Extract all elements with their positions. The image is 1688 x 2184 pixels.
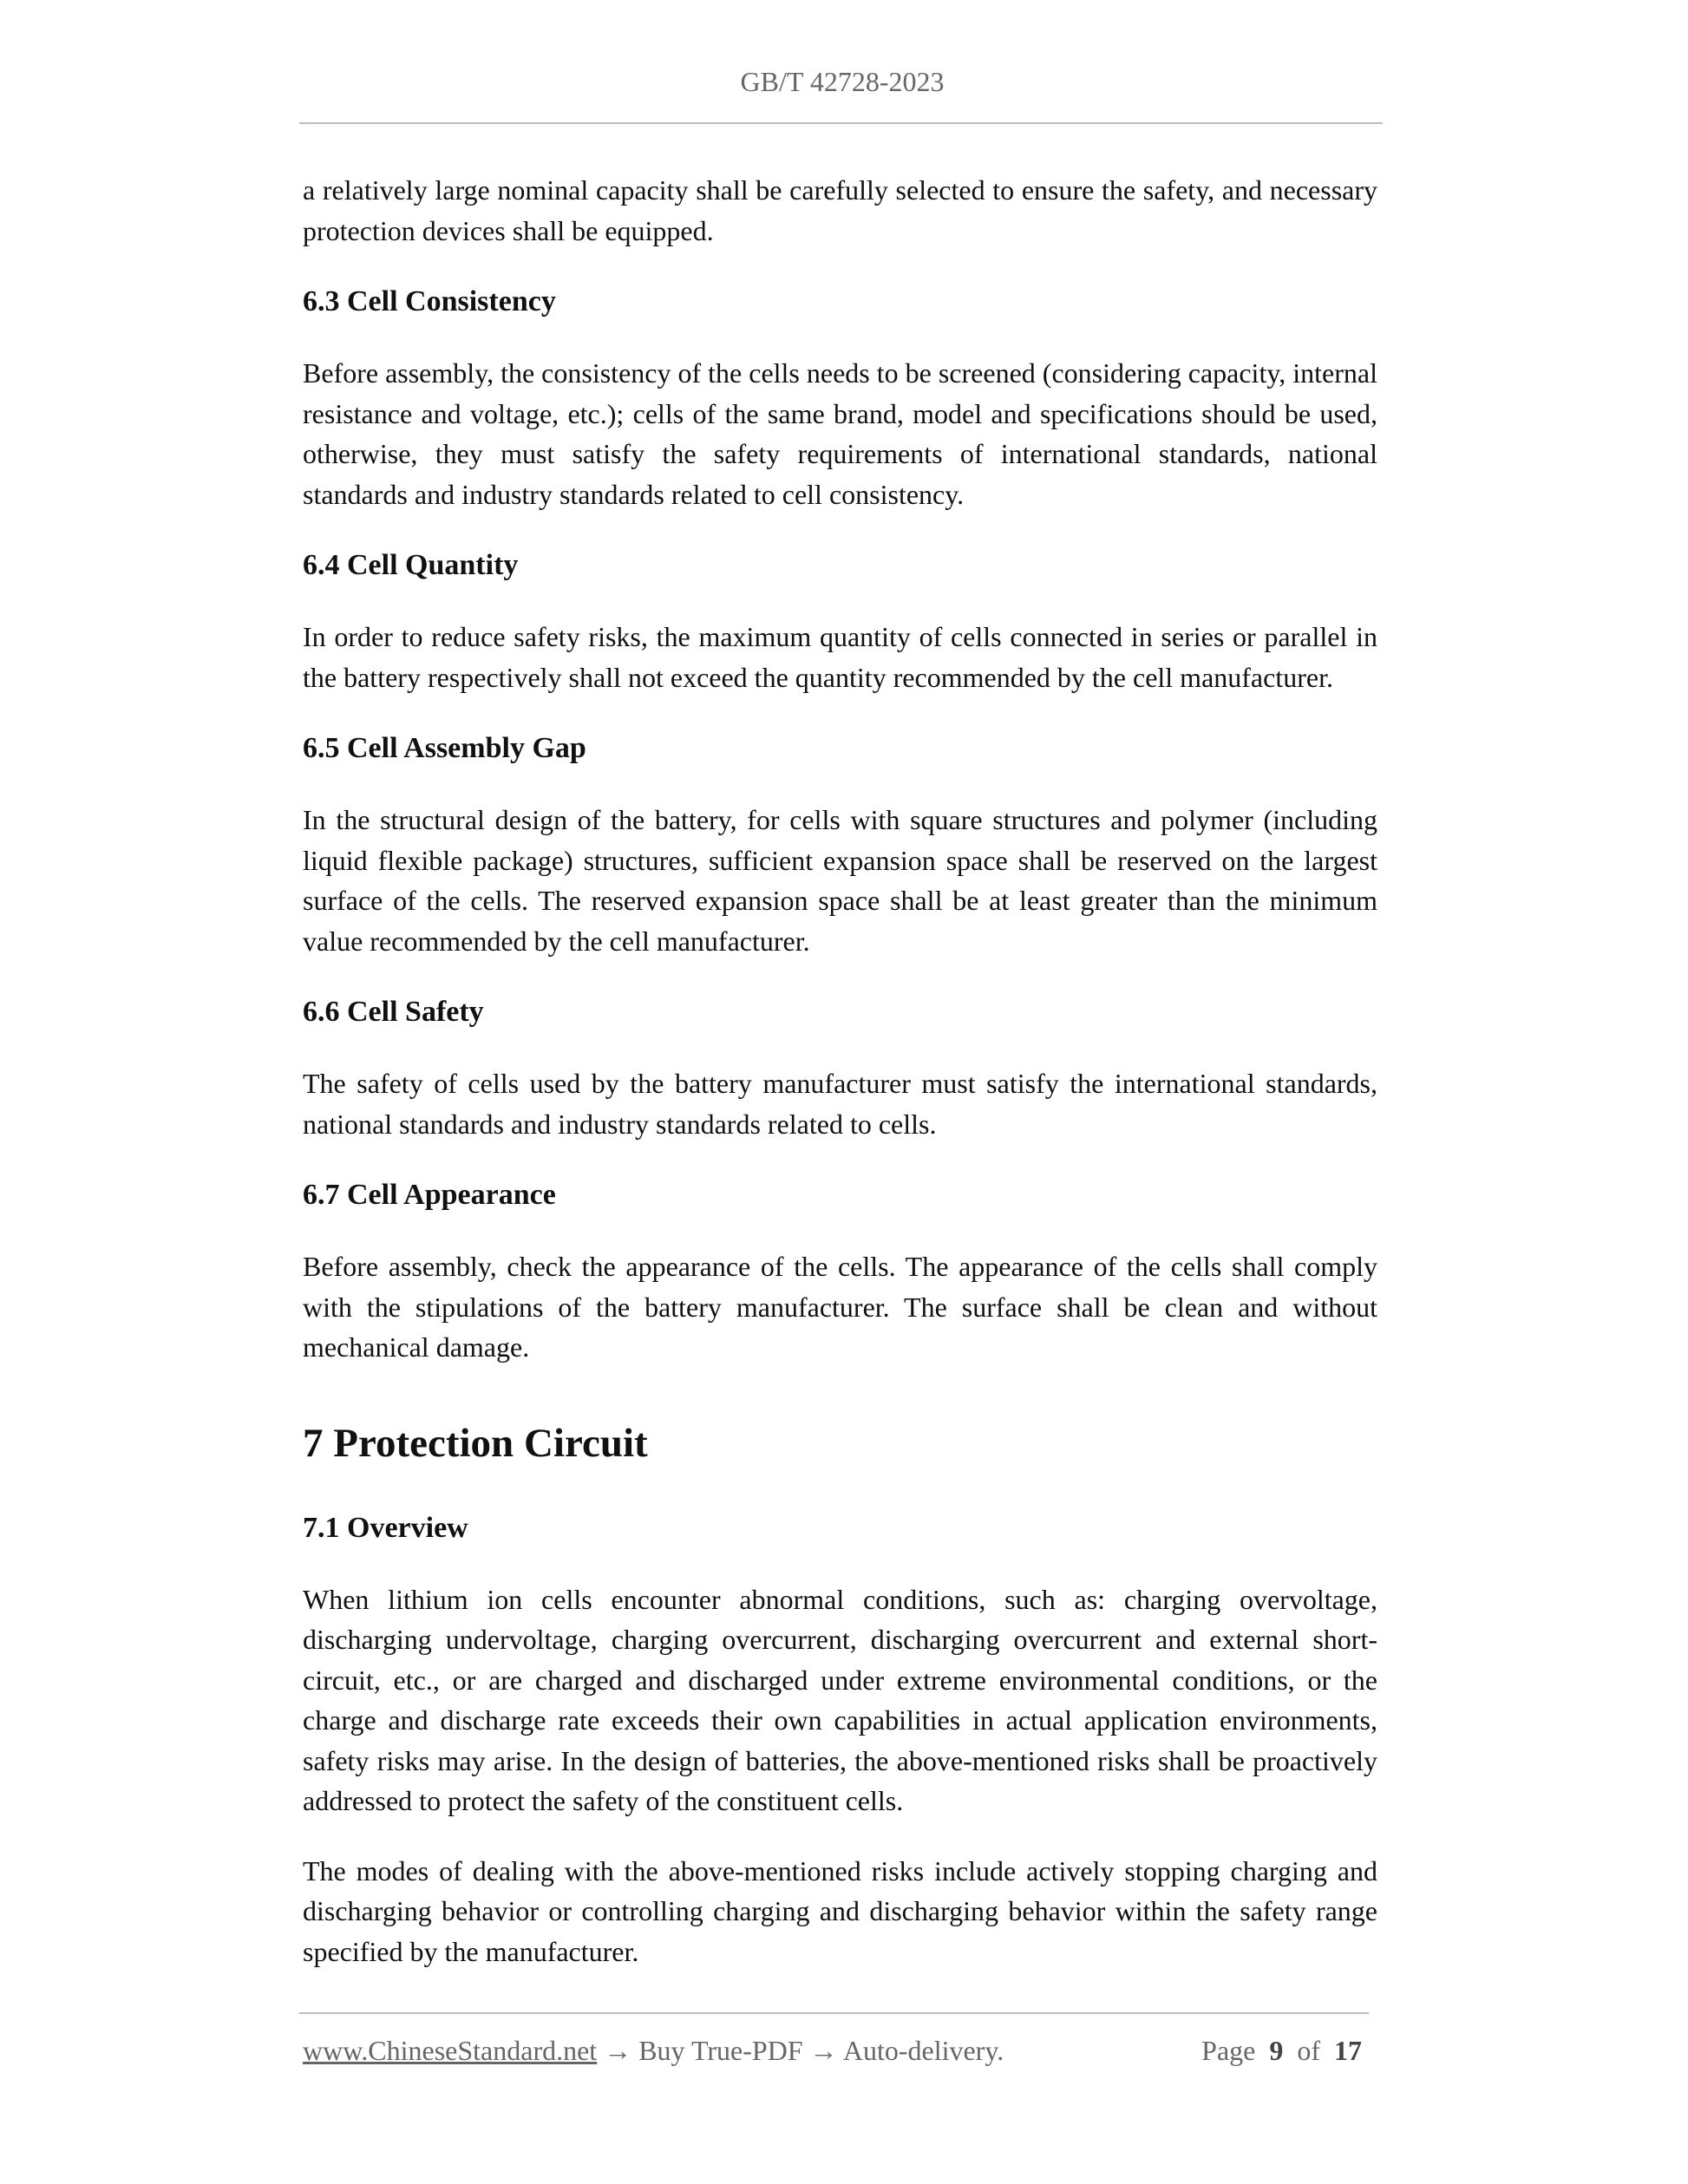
section-text-6-5: In the structural design of the battery, for cells with square structures and polymer (including liquid flexible package) structures, sufficient expansion space shall be reserved on the largest surface of the cells. The reserved expansion space shall be at least greater than the minimum value recommended by the cell manufacturer. <box>303 804 1377 957</box>
arrow-right-icon: → <box>604 2035 632 2066</box>
page-of-label: of <box>1297 2035 1320 2066</box>
section-text-7-1-para1: When lithium ion cells encounter abnormal conditions, such as: charging overvoltage, discharging undervoltage, charging overcurrent, discharging overcurrent and external short-circuit, etc., or are charged and discharged under extreme environmental conditions, or the charge and discharge rate exceeds their own capabilities in actual application environments, safety risks may arise. In the design of batteries, the above-mentioned risks shall be proactively addressed to protect the safety of the constituent cells. <box>303 1583 1377 1816</box>
page-number <box>1201 2033 1362 2068</box>
arrow-right-icon: → <box>809 2035 838 2066</box>
section-heading-6-6: 6.6 Cell Safety <box>303 996 484 1028</box>
section-text-7-1-para2: The modes of dealing with the above-mentioned risks include actively stopping charging and discharging behavior or controlling charging and discharging behavior within the safety range specified by the manufacturer. <box>303 1854 1377 1967</box>
document-header-title: GB/T 42728-2023 <box>740 66 945 97</box>
section-text-6-3: Before assembly, the consistency of the cells needs to be screened (considering capacity, internal resistance and voltage, etc.); cells of the same brand, model and specifications should be used, otherwise, they must satisfy the safety requirements of international standards, national standards and industry standards related to cell consistency. <box>303 357 1377 510</box>
current-page: 9 <box>1269 2035 1284 2066</box>
section-text-6-6: The safety of cells used by the battery manufacturer must satisfy the international standards, national standards and industry standards related to cells. <box>303 1068 1377 1140</box>
section-text-6-7: Before assembly, check the appearance of the cells. The appearance of the cells shall comply with the stipulations of the battery manufacturer. The surface shall be clean and without mechanical damage. <box>303 1251 1377 1363</box>
auto-delivery-text: Auto-delivery. <box>842 2035 1004 2066</box>
section-heading-6-4: 6.4 Cell Quantity <box>303 549 519 581</box>
chapter-heading-7: 7 Protection Circuit <box>303 1420 648 1466</box>
section-heading-6-5: 6.5 Cell Assembly Gap <box>303 732 586 764</box>
header-divider <box>299 122 1383 124</box>
intro-paragraph: a relatively large nominal capacity shall be carefully selected to ensure the safety, and necessary protection devices shall be equipped. <box>303 174 1377 246</box>
section-heading-6-3: 6.3 Cell Consistency <box>303 285 556 317</box>
footer-divider <box>299 2012 1369 2014</box>
total-pages: 17 <box>1334 2035 1362 2066</box>
footer-promo <box>303 2033 1004 2068</box>
document-body <box>303 170 1377 1971</box>
section-heading-6-7: 6.7 Cell Appearance <box>303 1179 556 1211</box>
website-link[interactable]: www.ChineseStandard.net <box>303 2035 598 2066</box>
buy-pdf-text: Buy True-PDF <box>638 2035 803 2066</box>
section-text-6-4: In order to reduce safety risks, the maximum quantity of cells connected in series or parallel in the battery respectively shall not exceed the quantity recommended by the cell manufacturer. <box>303 621 1377 693</box>
page-label: Page <box>1201 2035 1256 2066</box>
section-heading-7-1: 7.1 Overview <box>303 1511 468 1544</box>
